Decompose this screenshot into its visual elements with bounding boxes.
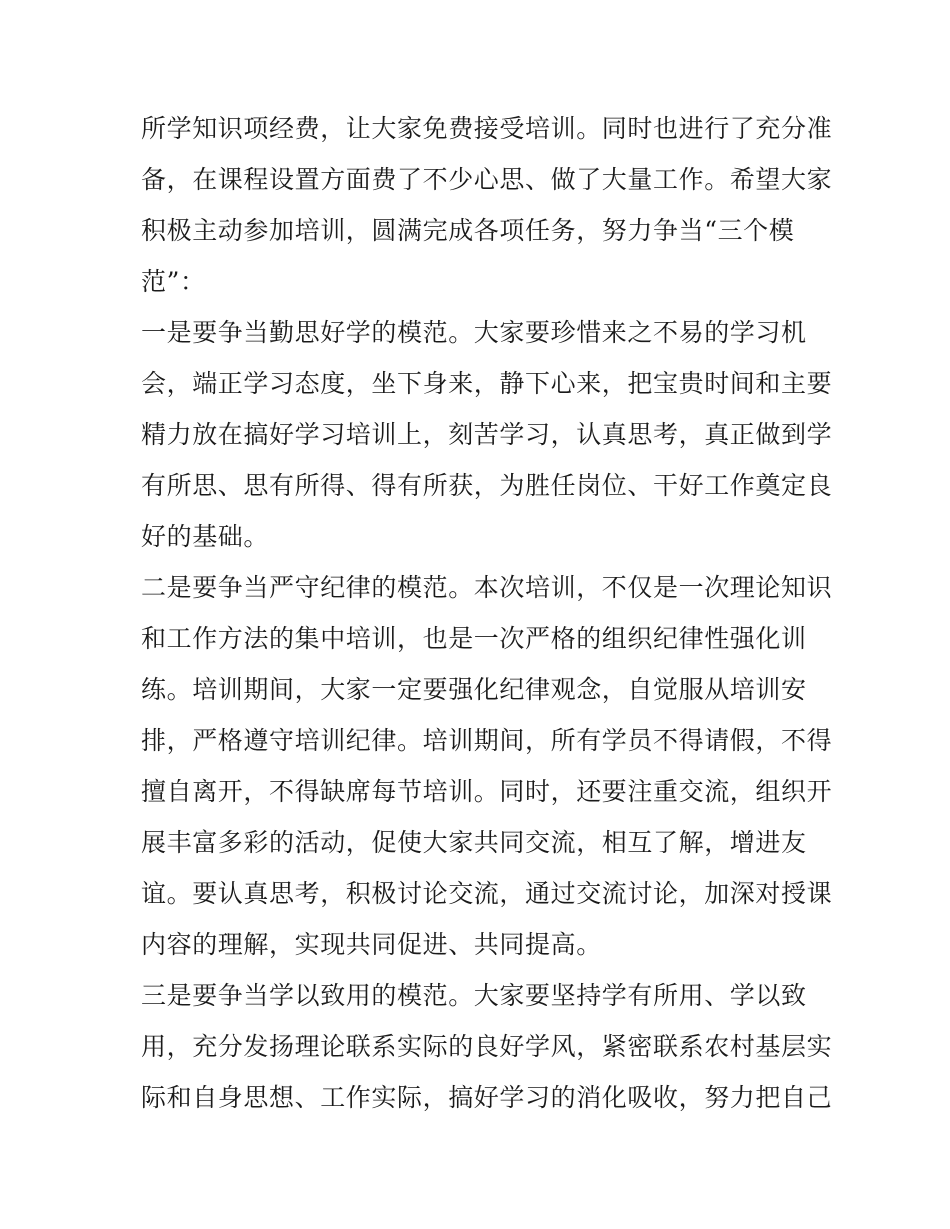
text-line: 排，严格遵守培训纪律。培训期间，所有学员不得请假，不得	[141, 726, 833, 755]
text-line: 用，充分发扬理论联系实际的良好学风，紧密联系农村基层实	[141, 1032, 833, 1061]
text-line: 一是要争当勤思好学的模范。大家要珍惜来之不易的学习机	[141, 318, 807, 347]
text-line: 所学知识项经费，让大家免费接受培训。同时也进行了充分准	[141, 114, 833, 143]
text-line: 好的基础。	[141, 522, 270, 551]
text-line: 练。培训期间，大家一定要强化纪律观念，自觉服从培训安	[141, 675, 807, 704]
text-line: 备，在课程设置方面费了不少心思、做了大量工作。希望大家	[141, 165, 833, 194]
text-line: 精力放在搞好学习培训上，刻苦学习，认真思考，真正做到学	[141, 420, 833, 449]
text-line: 有所思、思有所得、得有所获，为胜任岗位、干好工作奠定良	[141, 471, 833, 500]
document-body	[141, 103, 833, 1123]
text-line: 展丰富多彩的活动，促使大家共同交流，相互了解，增进友	[141, 828, 807, 857]
text-line: 谊。要认真思考，积极讨论交流，通过交流讨论，加深对授课	[141, 879, 833, 908]
text-line: 际和自身思想、工作实际，搞好学习的消化吸收，努力把自己	[141, 1083, 833, 1112]
text-line: 内容的理解，实现共同促进、共同提高。	[141, 930, 602, 959]
text-line: 擅自离开，不得缺席每节培训。同时，还要注重交流，组织开	[141, 777, 833, 806]
text-line: 会，端正学习态度，坐下身来，静下心来，把宝贵时间和主要	[141, 369, 833, 398]
text-line: 积极主动参加培训，圆满完成各项任务，努力争当“三个模	[141, 216, 795, 245]
text-line: 三是要争当学以致用的模范。大家要坚持学有所用、学以致	[141, 981, 807, 1010]
text-line: 范”：	[141, 267, 206, 296]
text-line: 二是要争当严守纪律的模范。本次培训，不仅是一次理论知识	[141, 573, 833, 602]
text-line: 和工作方法的集中培训，也是一次严格的组织纪律性强化训	[141, 624, 807, 653]
